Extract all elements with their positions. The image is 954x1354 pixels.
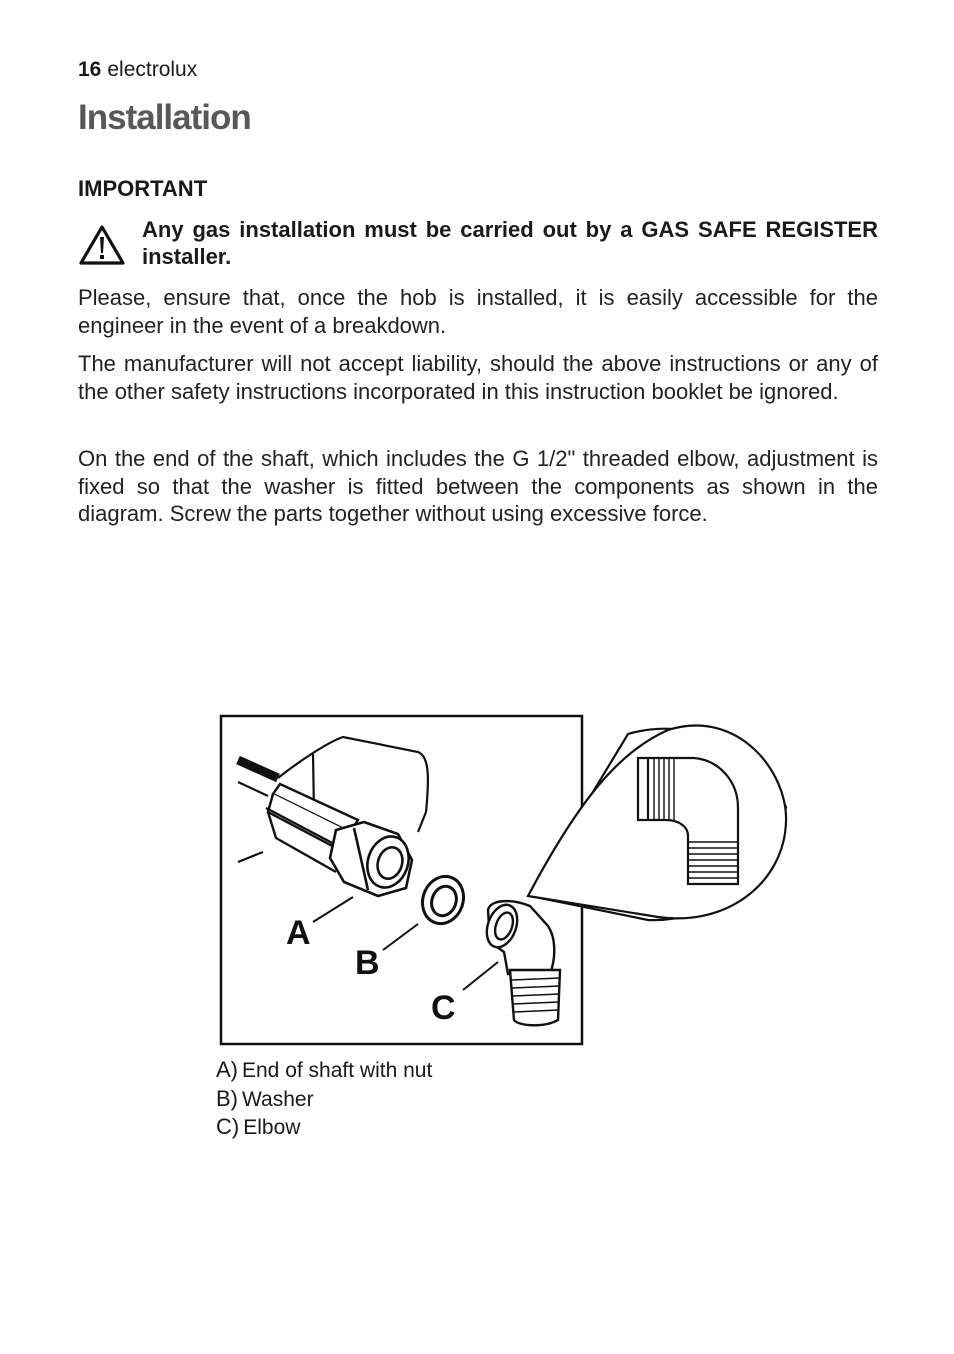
figure-captions xyxy=(216,1056,432,1142)
label-b: B xyxy=(355,944,380,982)
caption-key: B) xyxy=(216,1085,238,1111)
brand-name: electrolux xyxy=(107,58,198,81)
caption-text: Washer xyxy=(242,1087,314,1111)
paragraph-liability: The manufacturer will not accept liability, should the above instructions or any of the other safety instructions incorporated in this instruction booklet be ignored. xyxy=(78,351,878,404)
caption-c xyxy=(216,1113,432,1142)
important-label: IMPORTANT xyxy=(78,176,208,201)
label-a: A xyxy=(286,914,311,952)
caption-text: Elbow xyxy=(243,1116,301,1139)
caption-b xyxy=(216,1085,432,1114)
paragraph-shaft-elbow: On the end of the shaft, which includes the G 1/2" threaded elbow, adjustment is fixed so that the washer is fitted between the components as shown in the diagram. Screw the parts together without using excessive force. xyxy=(78,446,878,526)
warning-text: Any gas installation must be carried out by a GAS SAFE REGISTER installer. xyxy=(142,217,878,269)
paragraph-accessibility: Please, ensure that, once the hob is installed, it is easily accessible for the engineer in the event of a breakdown. xyxy=(78,285,878,338)
caption-text: End of shaft with nut xyxy=(242,1059,433,1082)
warning-triangle-icon xyxy=(78,224,126,266)
label-c: C xyxy=(431,989,456,1027)
caption-a xyxy=(216,1056,432,1085)
elbow-connection-diagram xyxy=(218,712,798,1052)
page-header xyxy=(78,58,197,82)
page-number: 16 xyxy=(78,58,102,81)
caption-key: C) xyxy=(216,1114,240,1139)
page-title: Installation xyxy=(78,98,251,137)
caption-key: A) xyxy=(216,1057,238,1082)
